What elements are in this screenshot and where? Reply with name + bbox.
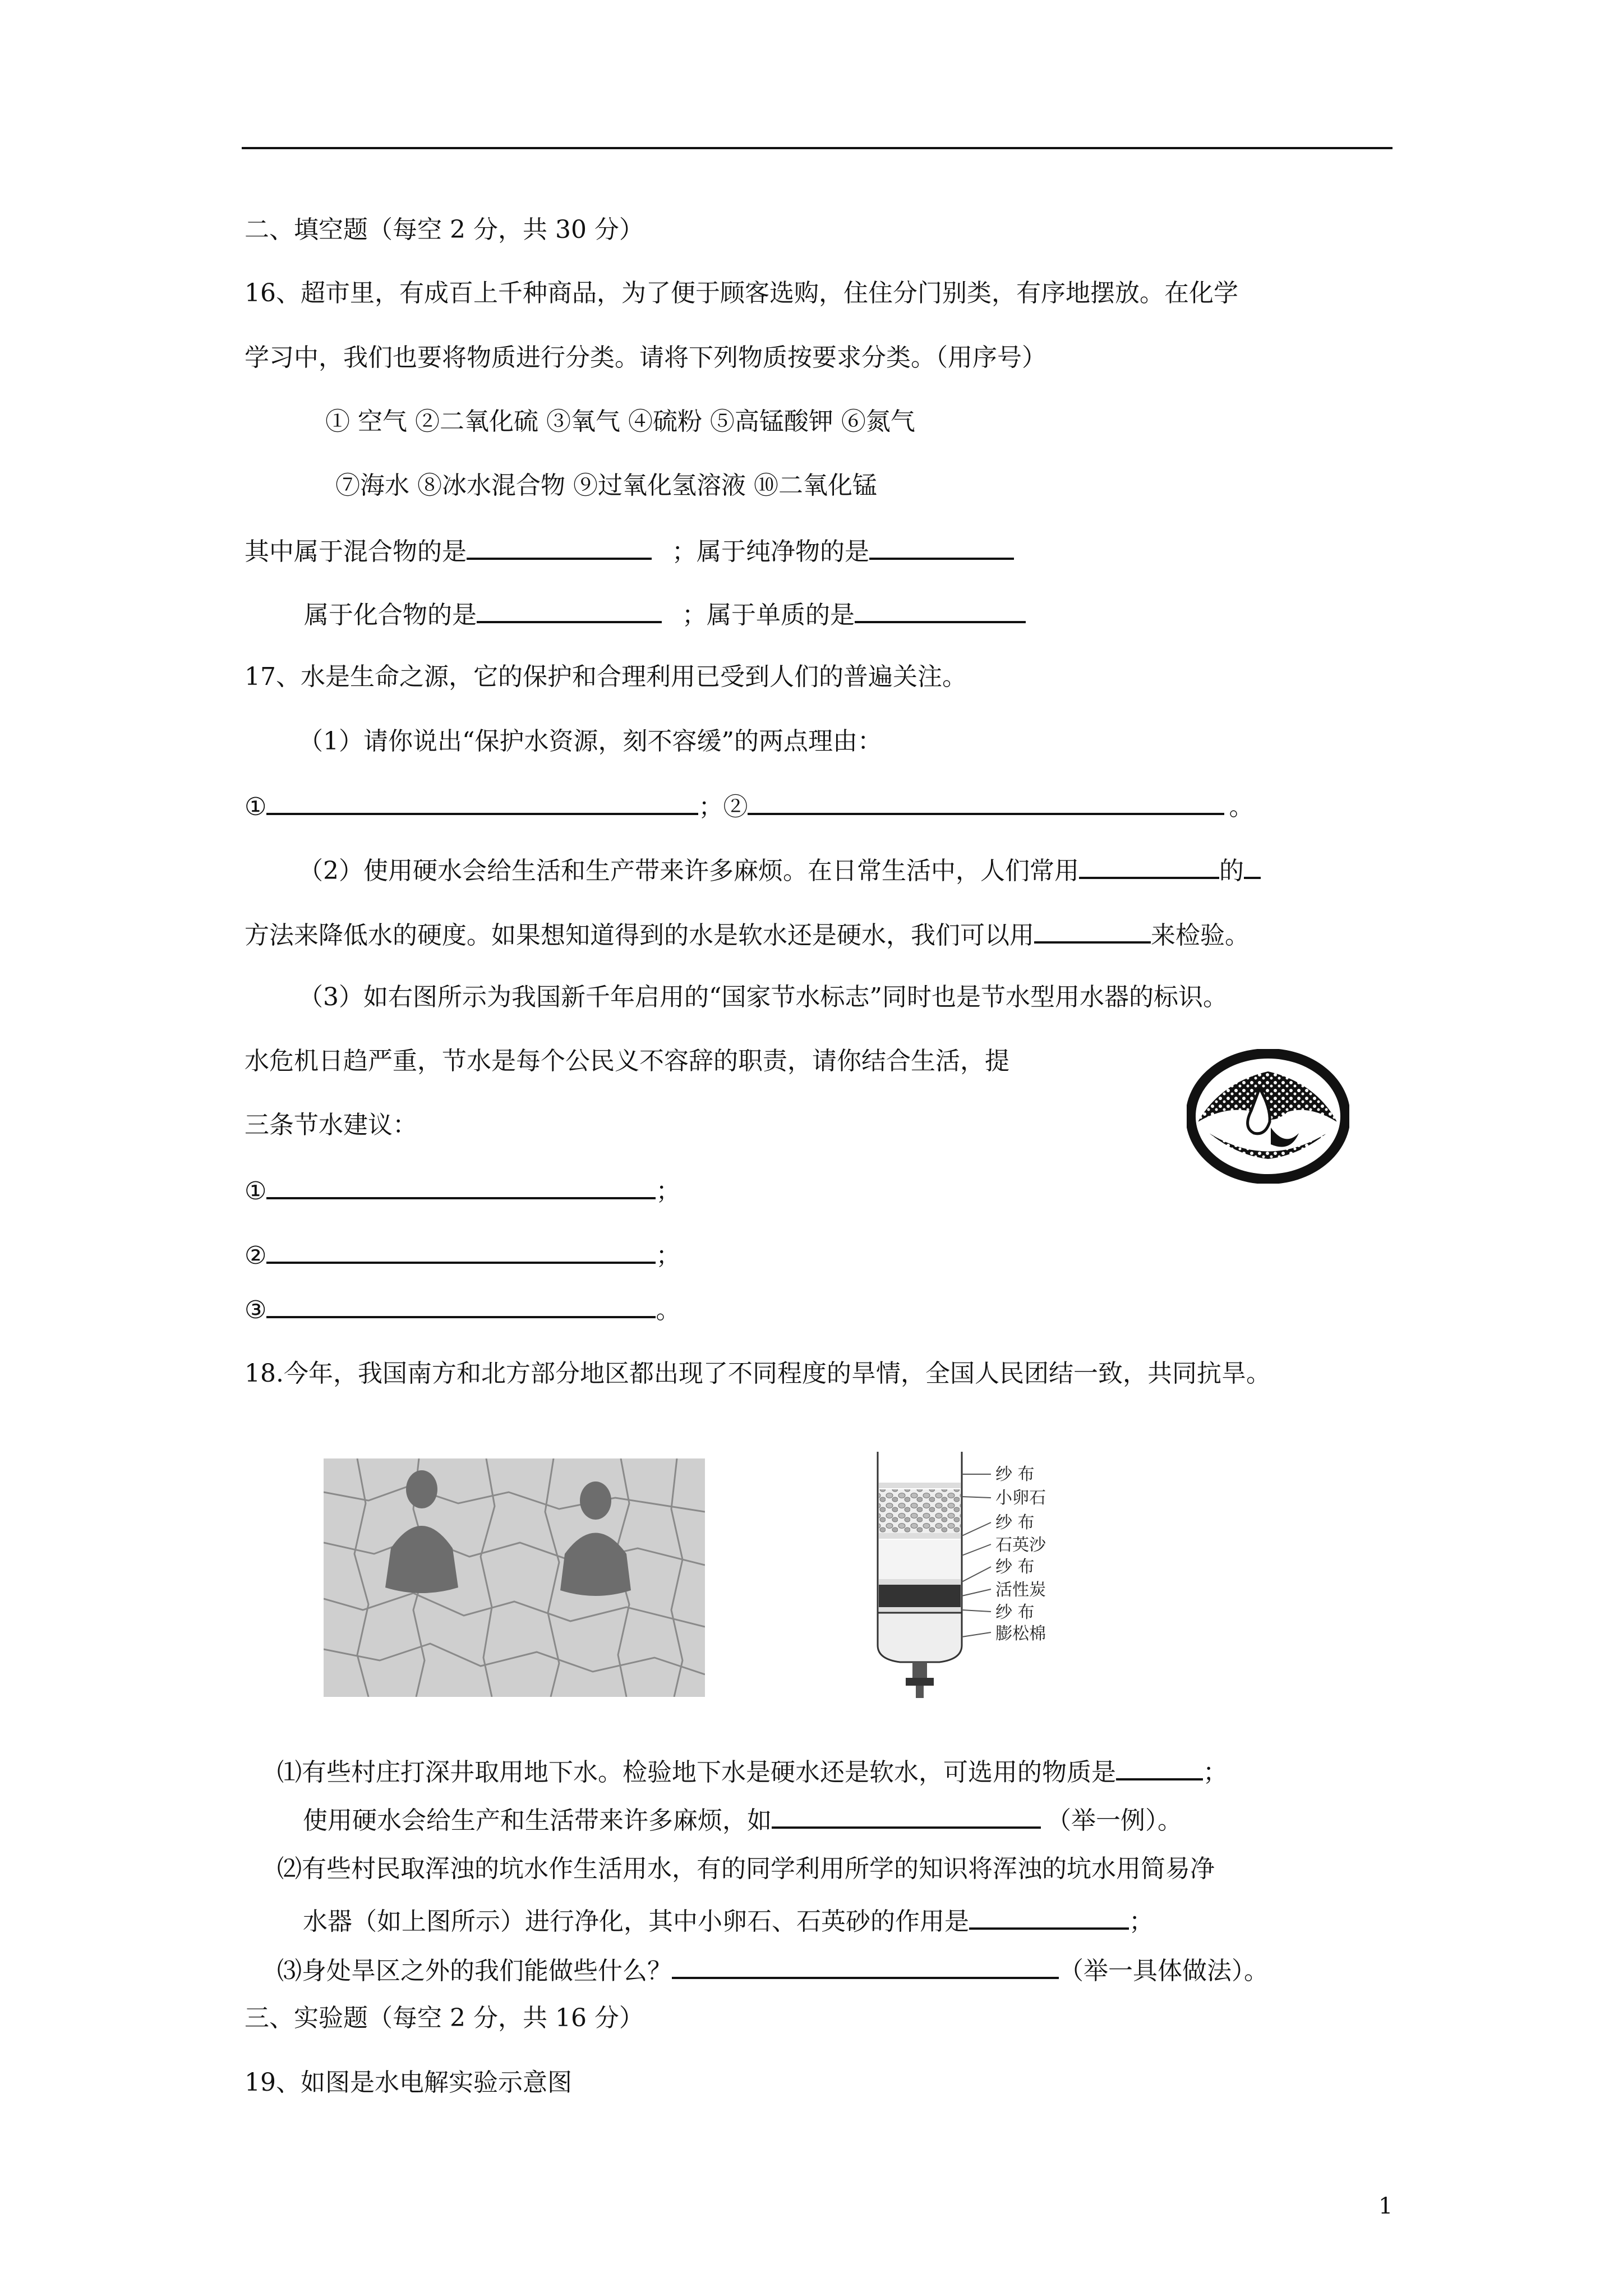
- q16-pure-blank[interactable]: [869, 533, 1014, 560]
- q18-part1-text-2: 使用硬水会给生产和生活带来许多麻烦，如: [303, 1806, 772, 1835]
- simple-water-purifier-diagram: [861, 1452, 1108, 1699]
- q17-suggestion-2-end: ；: [656, 1241, 681, 1270]
- q17-part2-text: （2）使用硬水会给生活和生产带来许多麻烦。在日常生活中，人们常用: [298, 857, 1079, 885]
- page-number: 1: [1378, 2193, 1393, 2219]
- q18-part2-text: 水器（如上图所示）进行净化，其中小卵石、石英砂的作用是: [303, 1907, 969, 1936]
- q16-element-blank[interactable]: [855, 596, 1026, 623]
- filter-label-activated-carbon: 活性炭: [995, 1580, 1046, 1600]
- header-rule: [242, 147, 1393, 149]
- q18-part1-end-2: （举一例）。: [1046, 1806, 1182, 1835]
- section-2-title: 二、填空题（每空 2 分，共 30 分）: [245, 215, 644, 244]
- drought-photo: [324, 1458, 705, 1697]
- q18-part3-blank[interactable]: [672, 1952, 1059, 1979]
- q16-line2: 学习中，我们也要将物质进行分类。请将下列物质按要求分类。（用序号）: [245, 343, 1046, 372]
- q16-mixture-blank[interactable]: [467, 533, 652, 560]
- q16-substance-list-2: ⑦海水 ⑧冰水混合物 ⑨过氧化氢溶液 ⑩二氧化锰: [335, 471, 877, 500]
- q17-part1-answers: [245, 788, 1253, 824]
- q18-part1-blank-2[interactable]: [772, 1802, 1041, 1829]
- q17-part1-mark-1: ①: [245, 793, 267, 821]
- q19-intro: 19、如图是水电解实验示意图: [245, 2068, 572, 2097]
- q18-part3: [277, 1952, 1269, 1988]
- q17-part1-blank-2[interactable]: [748, 788, 1224, 815]
- q17-suggestion-1: [245, 1172, 680, 1208]
- filter-label-cotton: 膨松棉: [995, 1624, 1046, 1644]
- q18-part1-blank-1[interactable]: [1116, 1754, 1203, 1780]
- q17-part2-blank-2[interactable]: [1034, 917, 1151, 944]
- q17-suggestion-3-blank[interactable]: [266, 1291, 656, 1318]
- q17-suggestion-1-end: ；: [656, 1177, 681, 1205]
- q18-part2-line2: [303, 1903, 1154, 1939]
- q17-intro: 17、水是生命之源，它的保护和合理利用已受到人们的普遍关注。: [245, 662, 967, 691]
- q17-part2-underline-tail: [1244, 852, 1261, 879]
- q18-intro: 18.今年，我国南方和北方部分地区都出现了不同程度的旱情，全国人民团结一致，共同抗旱。: [245, 1359, 1271, 1388]
- q18-part1-text: ⑴有些村庄打深井取用地下水。检验地下水是硬水还是软水，可选用的物质是: [277, 1758, 1116, 1787]
- filter-label-gauze-4: 纱 布: [995, 1603, 1035, 1622]
- q16-line1: 16、超市里，有成百上千种商品，为了便于顾客选购，住住分门别类，有序地摆放。在化学: [245, 279, 1238, 307]
- q18-part1-end-1: ；: [1203, 1758, 1228, 1787]
- q18-part1-line2: [303, 1802, 1182, 1838]
- q17-part1: （1）请你说出“保护水资源，刻不容缓”的两点理由：: [298, 727, 882, 756]
- filter-label-quartz-sand: 石英沙: [995, 1535, 1046, 1555]
- q16-compound-label: 属于化合物的是: [304, 601, 477, 629]
- q18-part3-text: ⑶身处旱区之外的我们能做些什么？: [277, 1957, 672, 1985]
- filter-label-gauze-3: 纱 布: [995, 1557, 1035, 1577]
- filter-label-gauze-2: 纱 布: [995, 1513, 1035, 1533]
- filter-label-gauze-1: 纱 布: [995, 1465, 1035, 1484]
- q17-part1-blank-1[interactable]: [266, 788, 698, 815]
- filter-label-pebbles: 小卵石: [995, 1488, 1046, 1508]
- section-3-title: 三、实验题（每空 2 分，共 16 分）: [245, 2004, 644, 2032]
- q16-compound-blank[interactable]: [477, 596, 662, 623]
- q17-part2-line2: [245, 917, 1249, 953]
- q17-suggestion-3-mark: ③: [245, 1296, 267, 1324]
- q16-compound-row: [304, 596, 1026, 632]
- q17-suggestion-2: [245, 1237, 680, 1273]
- q17-part2-end: 来检验。: [1151, 921, 1249, 950]
- q17-part3-line3: 三条节水建议：: [245, 1111, 417, 1139]
- q17-part2-de: 的: [1219, 857, 1244, 885]
- water-saving-logo-icon: [1187, 1049, 1349, 1184]
- q17-part3-line2: 水危机日趋严重，节水是每个公民义不容辞的职责，请你结合生活，提: [245, 1047, 1009, 1075]
- q16-pure-label: ；属于纯净物的是: [672, 537, 869, 566]
- q16-mixture-label: 其中属于混合物的是: [245, 537, 467, 566]
- q17-suggestion-2-blank[interactable]: [266, 1237, 656, 1264]
- q17-part1-mark-2: ；②: [698, 793, 748, 821]
- q18-part2-blank[interactable]: [969, 1903, 1129, 1930]
- q17-part3-line1: （3）如右图所示为我国新千年启用的“国家节水标志”同时也是节水型用水器的标识。: [298, 983, 1228, 1011]
- q17-part2-text-2: 方法来降低水的硬度。如果想知道得到的水是软水还是硬水，我们可以用: [245, 921, 1034, 950]
- q17-part1-end: 。: [1229, 793, 1254, 821]
- q17-suggestion-1-mark: ①: [245, 1177, 267, 1205]
- q18-part3-end: （举一具体做法）。: [1059, 1957, 1269, 1985]
- q17-part2-line1: [298, 852, 1261, 888]
- q18-part2-end: ；: [1129, 1907, 1154, 1936]
- q17-suggestion-3-end: 。: [656, 1296, 681, 1324]
- q18-part1-line1: [277, 1754, 1228, 1789]
- q16-substance-list-1: ① 空气 ②二氧化硫 ③氧气 ④硫粉 ⑤高锰酸钾 ⑥氮气: [325, 407, 915, 436]
- q18-part2-line1: ⑵有些村民取浑浊的坑水作生活用水，有的同学利用所学的知识将浑浊的坑水用简易净: [277, 1855, 1215, 1883]
- q17-suggestion-1-blank[interactable]: [266, 1172, 656, 1199]
- q16-element-label: ；属于单质的是: [682, 601, 855, 629]
- q17-suggestion-2-mark: ②: [245, 1241, 267, 1270]
- q17-suggestion-3: [245, 1291, 680, 1327]
- q17-part2-blank-1[interactable]: [1079, 852, 1219, 879]
- q16-mixture-row: [245, 533, 1014, 569]
